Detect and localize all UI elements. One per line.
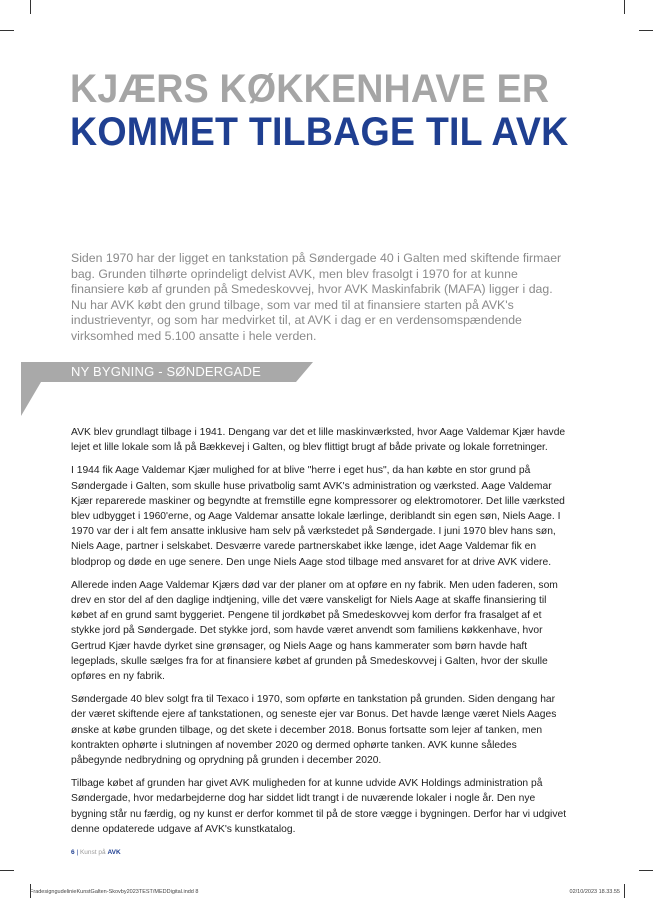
print-slug-file: FradesigngudelinieKunstGalten-Skovby2023TEST/MEDDigital.indd 8 [30, 889, 199, 895]
crop-mark [624, 0, 625, 14]
intro-paragraph: Siden 1970 har der ligget en tankstation på Søndergade 40 i Galten med skiftende firmaer bag. Grunden tilhørte oprindeligt delvist AVK, men blev frasolgt i 1970 for at kunne finansiere køb af grunden på Smedeskovvej, hvor AVK Maskinfabrik (MAFA) ligger i dag. Nu har AVK købt den grund tilbage, som var med til at finansiere starten på AVK's industrieventyr, og som har medvirket til, at AVK i dag er en verdensomspændende virksomhed med 5.100 ansatte i hele verden. [71, 251, 562, 343]
footer-separator: | [76, 849, 79, 856]
crop-mark [0, 30, 14, 31]
title-line-1: KJÆRS KØKKENHAVE ER [70, 67, 550, 111]
crop-mark [0, 870, 14, 871]
title-line-2: KOMMET TILBAGE TIL AVK [70, 110, 569, 154]
body-paragraph: Allerede inden Aage Valdemar Kjærs død var der planer om at opføre en ny fabrik. Men uden faderen, som drev en stor del af den daglige indtjening, ville det være vanskeligt for Niels Aage at skaffe finansiering til købet af en grund samt byggeriet. Pengene til jordkøbet på Smedeskovvej kom derfor fra frasalget af et stykke jord på Søndergade. Det stykke jord, som havde været anvendt som familiens køkkenhave, hvor Gertrud Kjær havde dyrket sine grønsager, og Niels Aage og hans kammerater som børn havde haft legeplads, skulle sælges fra for at finansiere købet af grunden på Smedeskovvej i Galten, hvor der skulle opføres en ny fabrik. [71, 579, 558, 683]
body-paragraph: Søndergade 40 blev solgt fra til Texaco i 1970, som opførte en tankstation på grunden. Siden dengang har der været skiftende ejere af tankstationen, og seneste ejer var Bonus. Det havde længe været Niels Aages ønske at købe grunden tilbage, og det skete i december 2018. Bonus fortsatte som lejer af tanken, men kontrakten ophørte i slutningen af november 2020 og dermed ophørte tanken. AVK kunne således påbegynde nedbrydning og oprydning på grunden i december 2020. [71, 694, 557, 767]
page-title [70, 68, 600, 154]
crop-mark [30, 0, 31, 14]
body-paragraph: I 1944 fik Aage Valdemar Kjær mulighed for at blive "herre i eget hus", da han købte en stor grund på Søndergade i Galten, som skulle huse privatbolig samt AVK's administration og værksted. Aage Valdemar Kjær reparerede maskiner og begyndte at fremstille egne kompressorer og elektromotorer. Det lille værksted blev udbygget i 1960'erne, og Aage Valdemar ansatte lokale lærlinge, deriblandt sin egen søn, Niels Aage. I 1970 var der i alt fem ansatte inklusive ham selv på værkstedet på Søndergade. I juni 1970 blev hans søn, Niels Aage, partner i selskabet. Desværre varede partnerskabet ikke længe, idet Aage Valdemar fik en blodprop og døde en uge senere. Den unge Niels Aage stod tilbage med ansvaret for at drive AVK videre. [71, 465, 565, 568]
footer-brand: AVK [107, 849, 121, 856]
article-body [71, 425, 568, 845]
page-number: 6 [71, 849, 75, 856]
crop-mark [639, 870, 653, 871]
page-footer [71, 849, 121, 856]
body-paragraph: AVK blev grundlagt tilbage i 1941. Dengang var det et lille maskinværksted, hvor Aage Valdemar Kjær havde lejet et lille lokale som lå på Bækkevej i Galten, og blev flittigt brugt af både private og lokale forretninger. [71, 427, 566, 454]
footer-section-text: Kunst på [79, 849, 106, 856]
crop-mark [624, 884, 625, 898]
section-banner-label: NY BYGNING - SØNDERGADE [71, 364, 262, 379]
body-paragraph: Tilbage købet af grunden har givet AVK muligheden for at kunne udvide AVK Holdings administration på Søndergade, hvor medarbejderne dog har siddet lidt trangt i de nuværende lokaler i nogle år. Den nye bygning står nu færdig, og ny kunst er derfor kommet til på de store vægge i bygningen. Derfor har vi udgivet denne opdaterede udgave af AVK's kunstkatalog. [71, 778, 567, 835]
print-slug-timestamp: 02/10/2023 18.33.55 [569, 889, 620, 895]
section-banner [21, 362, 313, 416]
crop-mark [639, 30, 653, 31]
